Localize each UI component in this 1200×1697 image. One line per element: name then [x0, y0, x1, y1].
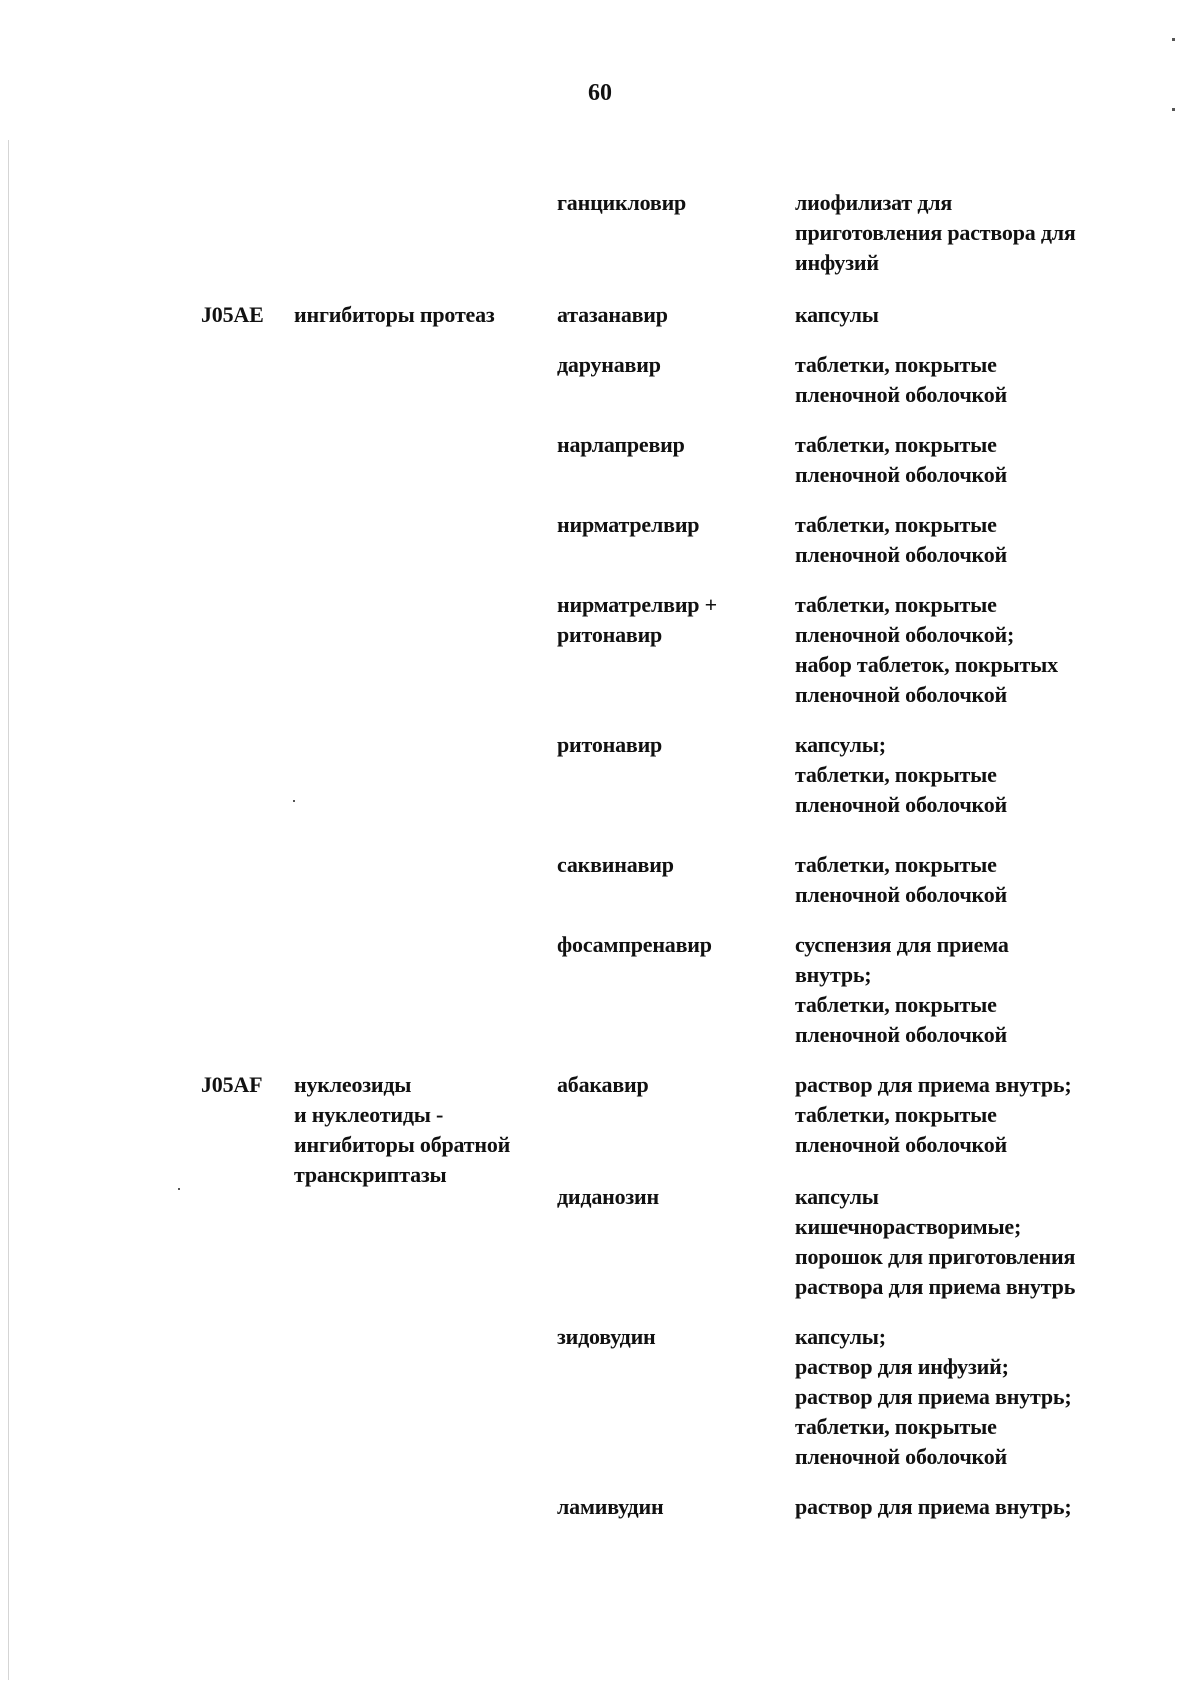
drug-name-line: ритонавир	[557, 732, 663, 757]
dosage-form-line: таблетки, покрытые	[795, 1102, 997, 1127]
dosage-form-line: пленочной оболочкой;	[795, 622, 1015, 647]
drug-name	[557, 730, 662, 760]
dosage-form	[795, 188, 1076, 278]
drug-name	[557, 1070, 649, 1100]
dosage-form-line: раствора для приема внутрь	[795, 1274, 1076, 1299]
drug-name	[557, 930, 712, 960]
dosage-form-line: капсулы;	[795, 1324, 886, 1349]
drug-name	[557, 1322, 656, 1352]
dosage-form-line: таблетки, покрытые	[795, 352, 997, 377]
dosage-form-line: пленочной оболочкой	[795, 542, 1008, 567]
drug-name-line: атазанавир	[557, 302, 668, 327]
dosage-form-line: капсулы;	[795, 732, 886, 757]
scan-speck	[293, 800, 295, 802]
dosage-form-line: пленочной оболочкой	[795, 462, 1008, 487]
dosage-form	[795, 850, 1007, 910]
dosage-form	[795, 430, 1007, 490]
dosage-form-line: таблетки, покрытые	[795, 592, 997, 617]
scan-speck	[178, 1188, 180, 1190]
drug-name	[557, 850, 674, 880]
dosage-form	[795, 1070, 1071, 1160]
dosage-form-line: пленочной оболочкой	[795, 1132, 1008, 1157]
drug-name	[557, 188, 686, 218]
pharm-group	[294, 1070, 510, 1190]
dosage-form-line: суспензия для приема	[795, 932, 1009, 957]
dosage-form	[795, 510, 1007, 570]
dosage-form-line: раствор для приема внутрь;	[795, 1494, 1072, 1519]
drug-name-line: фосампренавир	[557, 932, 712, 957]
dosage-form-line: пленочной оболочкой	[795, 792, 1008, 817]
dosage-form-line: раствор для приема внутрь;	[795, 1072, 1072, 1097]
drug-name-line: нарлапревир	[557, 432, 685, 457]
dosage-form-line: приготовления раствора для	[795, 220, 1076, 245]
drug-name	[557, 1492, 663, 1522]
dosage-form	[795, 730, 1007, 820]
dosage-form-line: таблетки, покрытые	[795, 992, 997, 1017]
drug-name-line: абакавир	[557, 1072, 649, 1097]
dosage-form-line: раствор для инфузий;	[795, 1354, 1009, 1379]
scan-speck	[1172, 38, 1175, 41]
dosage-form-line: порошок для приготовления	[795, 1244, 1076, 1269]
dosage-form-line: таблетки, покрытые	[795, 852, 997, 877]
dosage-form	[795, 1182, 1075, 1302]
drug-name	[557, 300, 668, 330]
dosage-form-line: пленочной оболочкой	[795, 682, 1008, 707]
atc-code: J05AE	[201, 302, 264, 327]
dosage-form-line: таблетки, покрытые	[795, 762, 997, 787]
dosage-form	[795, 930, 1009, 1050]
drug-name-line: ритонавир	[557, 622, 663, 647]
drug-name-line: ламивудин	[557, 1494, 664, 1519]
dosage-form	[795, 1322, 1071, 1472]
drug-name	[557, 1182, 659, 1212]
page-number: 60	[588, 80, 612, 106]
scan-edge	[8, 140, 9, 1680]
dosage-form-line: лиофилизат для	[795, 190, 953, 215]
pharm-group-line: транскриптазы	[294, 1162, 447, 1187]
drug-name	[557, 350, 661, 380]
scan-speck	[1172, 108, 1175, 111]
dosage-form-line: пленочной оболочкой	[795, 1444, 1008, 1469]
dosage-form-line: таблетки, покрытые	[795, 432, 997, 457]
pharm-group	[294, 300, 495, 330]
dosage-form-line: пленочной оболочкой	[795, 382, 1008, 407]
drug-name-line: диданозин	[557, 1184, 660, 1209]
dosage-form-line: капсулы	[795, 302, 879, 327]
pharm-group-line: ингибиторы протеаз	[294, 302, 495, 327]
drug-name	[557, 510, 699, 540]
drug-name-line: дарунавир	[557, 352, 661, 377]
dosage-form-line: пленочной оболочкой	[795, 1022, 1008, 1047]
dosage-form-line: внутрь;	[795, 962, 872, 987]
drug-name	[557, 590, 717, 650]
pharm-group-line: и нуклеотиды -	[294, 1102, 444, 1127]
dosage-form-line: пленочной оболочкой	[795, 882, 1008, 907]
dosage-form-line: набор таблеток, покрытых	[795, 652, 1058, 677]
dosage-form-line: инфузий	[795, 250, 879, 275]
dosage-form	[795, 1492, 1071, 1522]
dosage-form	[795, 590, 1058, 710]
drug-name-line: нирматрелвир +	[557, 592, 717, 617]
drug-name-line: саквинавир	[557, 852, 674, 877]
dosage-form-line: капсулы	[795, 1184, 879, 1209]
dosage-form	[795, 300, 879, 330]
dosage-form-line: раствор для приема внутрь;	[795, 1384, 1072, 1409]
atc-code: J05AF	[201, 1072, 263, 1097]
dosage-form-line: кишечнорастворимые;	[795, 1214, 1022, 1239]
drug-name-line: ганцикловир	[557, 190, 687, 215]
pharm-group-line: ингибиторы обратной	[294, 1132, 511, 1157]
drug-name	[557, 430, 685, 460]
dosage-form	[795, 350, 1007, 410]
drug-name-line: зидовудин	[557, 1324, 656, 1349]
dosage-form-line: таблетки, покрытые	[795, 1414, 997, 1439]
dosage-form-line: таблетки, покрытые	[795, 512, 997, 537]
drug-name-line: нирматрелвир	[557, 512, 700, 537]
pharm-group-line: нуклеозиды	[294, 1072, 412, 1097]
